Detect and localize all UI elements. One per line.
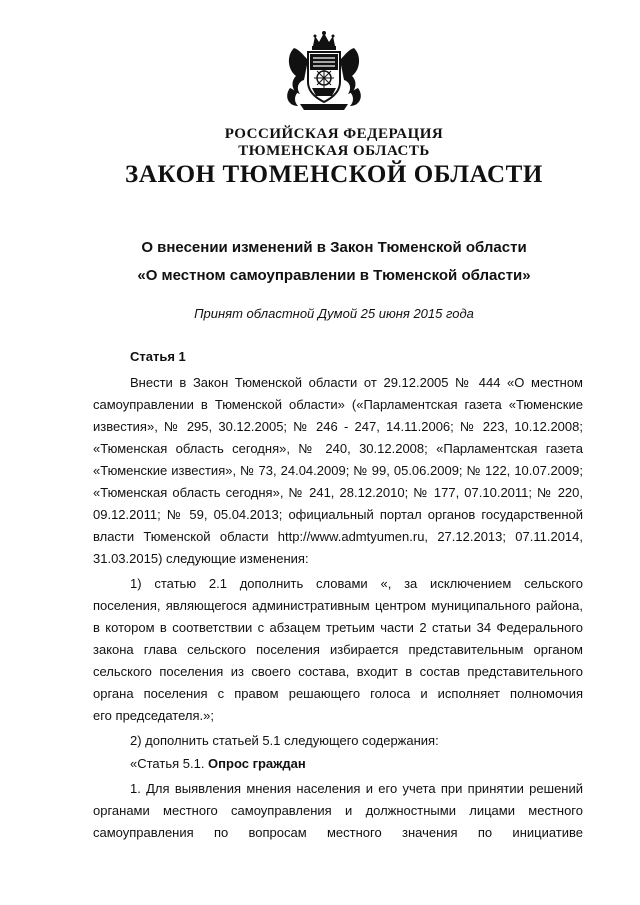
item-2-line: 2) дополнить статьей 5.1 следующего содержания:: [130, 733, 439, 748]
subject-line-2: «О местном самоуправлении в Тюменской области»: [137, 267, 531, 284]
paragraph-line: власти Тюменской области http://www.admtyumen.ru, 27.12.2013; 07.11.2014,: [93, 529, 583, 544]
coat-of-arms-emblem: [282, 30, 366, 112]
adoption-note: Принят областной Думой 25 июня 2015 года: [194, 306, 474, 321]
item-1-line: закона глава сельского поселения избирается представительным органом: [93, 642, 583, 657]
item-1-line: 1) статью 2.1 дополнить словами «, за исключением сельского: [130, 576, 583, 591]
new-article-paragraph-line: самоуправления по вопросам местного значения по инициативе: [93, 825, 583, 840]
subject-line-1: О внесении изменений в Закон Тюменской области: [141, 239, 527, 256]
paragraph-line: 31.03.2015) следующие изменения:: [93, 551, 309, 566]
article-1-heading: Статья 1: [130, 349, 186, 364]
paragraph-line: «Тюменская область сегодня», № 240, 30.12.2008; «Парламентская газета: [93, 441, 583, 456]
new-article-paragraph-line: 1. Для выявления мнения населения и его учета при принятии решений: [130, 781, 583, 796]
new-article-prefix: «Статья 5.1.: [130, 756, 209, 771]
region-heading: ТЮМЕНСКАЯ ОБЛАСТЬ: [238, 143, 430, 159]
new-article-heading: [130, 756, 583, 771]
item-1-line: сельского поселения из своего состава, входит в состав представительного: [93, 664, 583, 679]
item-1-line: поселения, являющегося административным центром муниципального района,: [93, 598, 583, 613]
paragraph-line: 09.12.2011; № 59, 05.04.2013; официальный портал органов государственной: [93, 507, 583, 522]
item-1-line: его председателя.»;: [93, 708, 214, 723]
item-1-line: в котором в соответствии с абзацем третьим части 2 статьи 34 Федерального: [93, 620, 583, 635]
law-title: ЗАКОН ТЮМЕНСКОЙ ОБЛАСТИ: [125, 161, 543, 188]
paragraph-line: «Тюменские известия», № 73, 24.04.2009; № 99, 05.06.2009; № 122, 10.07.2009;: [93, 463, 583, 478]
item-1-line: органа поселения с правом решающего голоса и исполняет полномочия: [93, 686, 583, 701]
paragraph-line: Внести в Закон Тюменской области от 29.12.2005 № 444 «О местном: [130, 375, 583, 390]
paragraph-line: самоуправлении в Тюменской области» («Парламентская газета «Тюменские: [93, 397, 583, 412]
paragraph-line: известия», № 295, 30.12.2005; № 246 - 247, 14.11.2006; № 223, 10.12.2008;: [93, 419, 583, 434]
paragraph-line: «Тюменская область сегодня», № 241, 28.12.2010; № 177, 07.10.2011; № 220,: [93, 485, 583, 500]
new-article-title: Опрос граждан: [208, 756, 306, 771]
new-article-paragraph-line: органами местного самоуправления и должностными лицами местного: [93, 803, 583, 818]
country-heading: РОССИЙСКАЯ ФЕДЕРАЦИЯ: [224, 126, 444, 142]
